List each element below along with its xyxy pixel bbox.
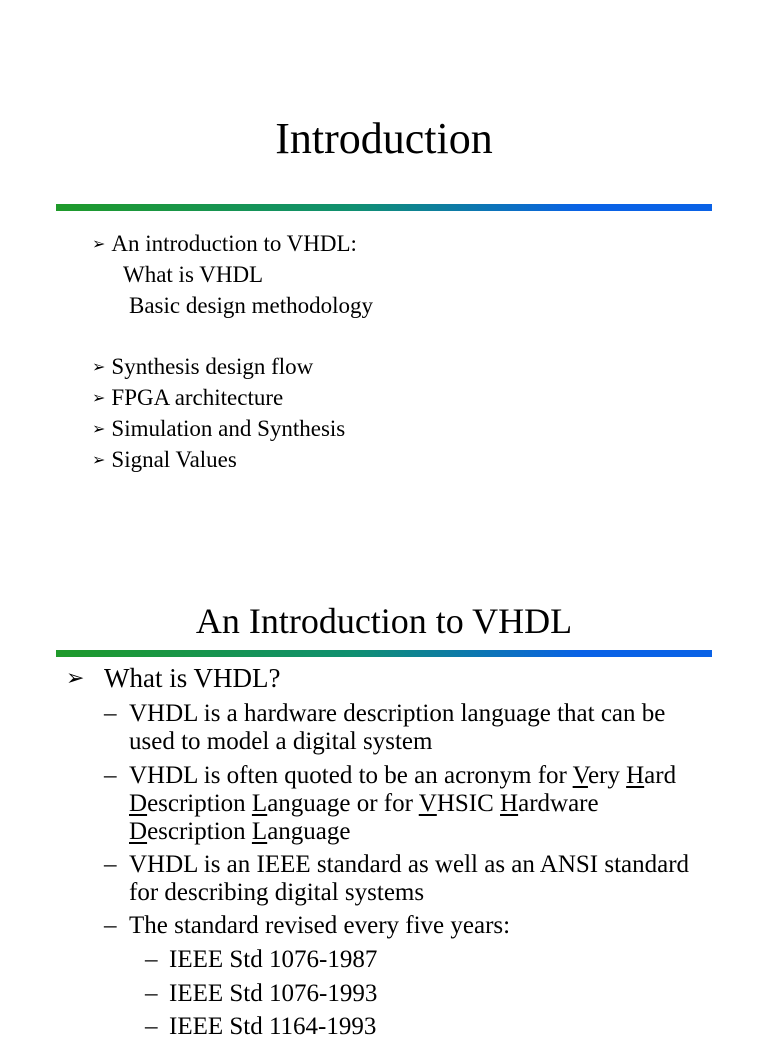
arrow-bullet-icon: ➢ <box>92 388 106 407</box>
sub-bullet-line: The standard revised every five years: <box>129 912 511 939</box>
standard-item: IEEE Std 1164-1993 <box>169 1013 377 1040</box>
dash-bullet: – <box>104 912 117 939</box>
sub-bullet-line: for describing digital systems <box>129 879 425 906</box>
arrow-bullet-icon: ➢ <box>92 419 106 438</box>
sub-bullet-line: Description Language <box>129 818 351 845</box>
dash-bullet: – <box>104 851 117 878</box>
dash-bullet: – <box>104 762 117 789</box>
dash-bullet: – <box>145 946 158 973</box>
sub-item: Basic design methodology <box>129 293 374 318</box>
slide2-title-rule <box>56 650 712 657</box>
sub-bullet-line: VHDL is an IEEE standard as well as an ANSI standard <box>129 851 690 878</box>
standard-item: IEEE Std 1076-1987 <box>169 946 378 973</box>
sub-bullet-line: VHDL is a hardware description language that can be <box>129 700 666 727</box>
main-bullet: What is VHDL? <box>104 663 281 693</box>
arrow-bullet-icon: ➢ <box>92 450 106 469</box>
sub-bullet-line: used to model a digital system <box>129 728 433 755</box>
bullet-item: ➢ Signal Values <box>92 447 237 472</box>
arrow-bullet-icon: ➢ <box>92 234 106 253</box>
bullet-item: ➢ An introduction to VHDL: <box>92 231 357 256</box>
dash-bullet: – <box>104 700 117 727</box>
standard-item: IEEE Std 1076-1993 <box>169 980 378 1007</box>
bullet-item: ➢ FPGA architecture <box>92 385 284 410</box>
dash-bullet: – <box>145 980 158 1007</box>
sub-bullet-line: VHDL is often quoted to be an acronym for Very Hard <box>129 762 677 789</box>
sub-item: What is VHDL <box>123 262 264 287</box>
sub-bullet-line: Description Language or for VHSIC Hardware <box>129 790 599 817</box>
arrow-bullet-icon: ➢ <box>66 666 85 691</box>
slide1-title-rule <box>56 204 712 211</box>
slide2-title: An Introduction to VHDL <box>195 601 573 641</box>
bullet-item: ➢ Simulation and Synthesis <box>92 416 346 441</box>
bullet-item: ➢ Synthesis design flow <box>92 354 314 379</box>
dash-bullet: – <box>145 1013 158 1040</box>
slide1-title: Introduction <box>275 114 493 163</box>
arrow-bullet-icon: ➢ <box>92 357 106 376</box>
